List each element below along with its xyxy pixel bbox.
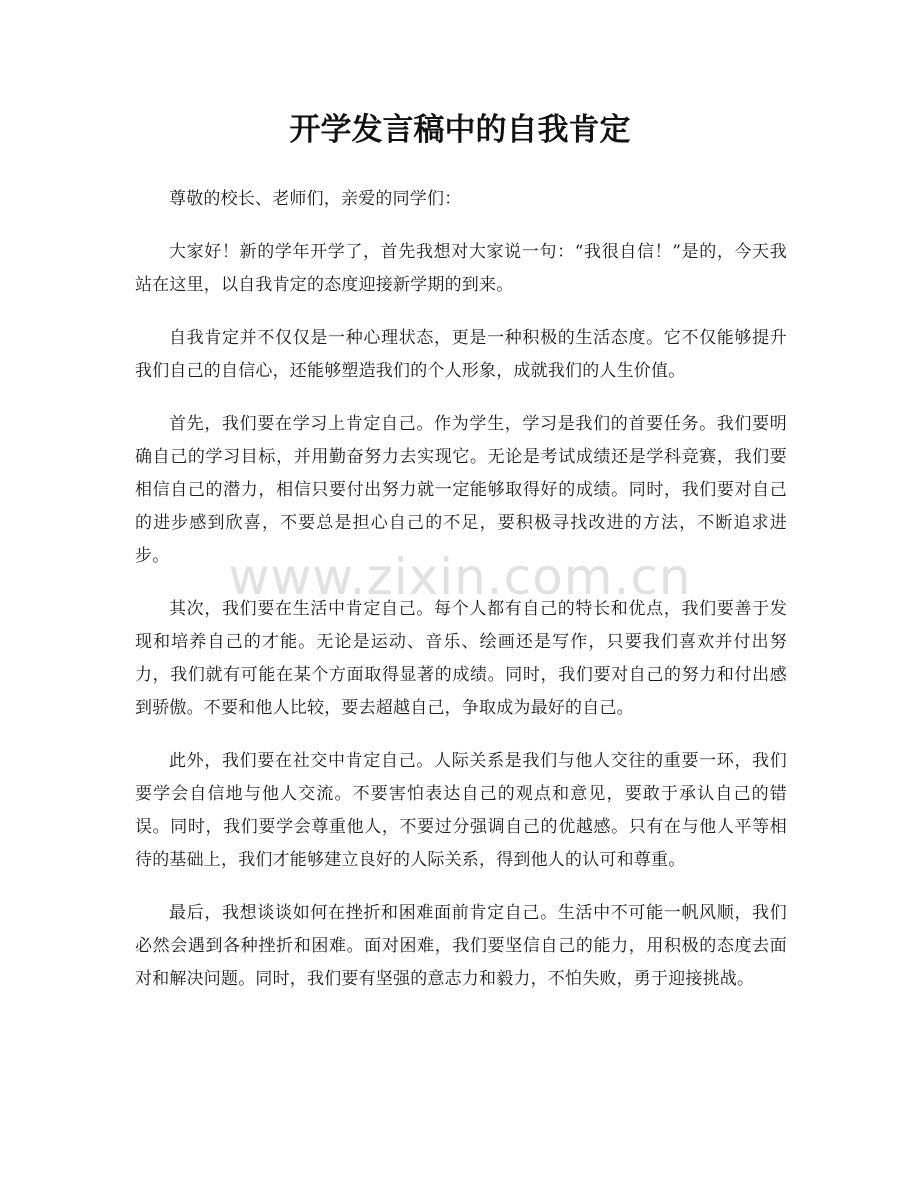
paragraph-life: 其次，我们要在生活中肯定自己。每个人都有自己的特长和优点，我们要善于发现和培养自己的才能。无论是运动、音乐、绘画还是写作，只要我们喜欢并付出努力，我们就有可能在某个方面取得显著的成绩。同时，我们要对自己的努力和付出感到骄傲。不要和他人比较，要去超越自己，争取成为最好的自己。 bbox=[135, 599, 787, 718]
document-body bbox=[135, 183, 787, 1016]
paragraph-study: 首先，我们要在学习上肯定自己。作为学生，学习是我们的首要任务。我们要明确自己的学习目标，并用勤奋努力去实现它。无论是考试成绩还是学科竞赛，我们要相信自己的潜力，相信只要付出努力就一定能够取得好的成绩。同时，我们要对自己的进步感到欣喜，不要总是担心自己的不足，要积极寻找改进的方法，不断追求进步。 bbox=[135, 414, 787, 566]
paragraph-intro: 自我肯定并不仅仅是一种心理状态，更是一种积极的生活态度。它不仅能够提升我们自己的自信心，还能够塑造我们的个人形象，成就我们的人生价值。 bbox=[135, 328, 787, 381]
paragraph-greeting: 大家好！新的学年开学了，首先我想对大家说一句：“我很自信！”是的，今天我站在这里，以自我肯定的态度迎接新学期的到来。 bbox=[135, 242, 787, 295]
watermark-text: www.zixin.com.cn bbox=[228, 548, 692, 606]
paragraph-salutation: 尊敬的校长、老师们，亲爱的同学们： bbox=[169, 189, 462, 209]
document-title: 开学发言稿中的自我肯定 bbox=[289, 112, 631, 148]
paragraph-adversity: 最后，我想谈谈如何在挫折和困难面前肯定自己。生活中不可能一帆风顺，我们必然会遇到各种挫折和困难。面对困难，我们要坚信自己的能力，用积极的态度去面对和解决问题。同时，我们要有坚强的意志力和毅力，不怕失败，勇于迎接挑战。 bbox=[135, 903, 787, 989]
paragraph-social: 此外，我们要在社交中肯定自己。人际关系是我们与他人交往的重要一环，我们要学会自信地与他人交流。不要害怕表达自己的观点和意见，要敢于承认自己的错误。同时，我们要学会尊重他人，不要过分强调自己的优越感。只有在与他人平等相待的基础上，我们才能够建立良好的人际关系，得到他人的认可和尊重。 bbox=[135, 751, 787, 870]
